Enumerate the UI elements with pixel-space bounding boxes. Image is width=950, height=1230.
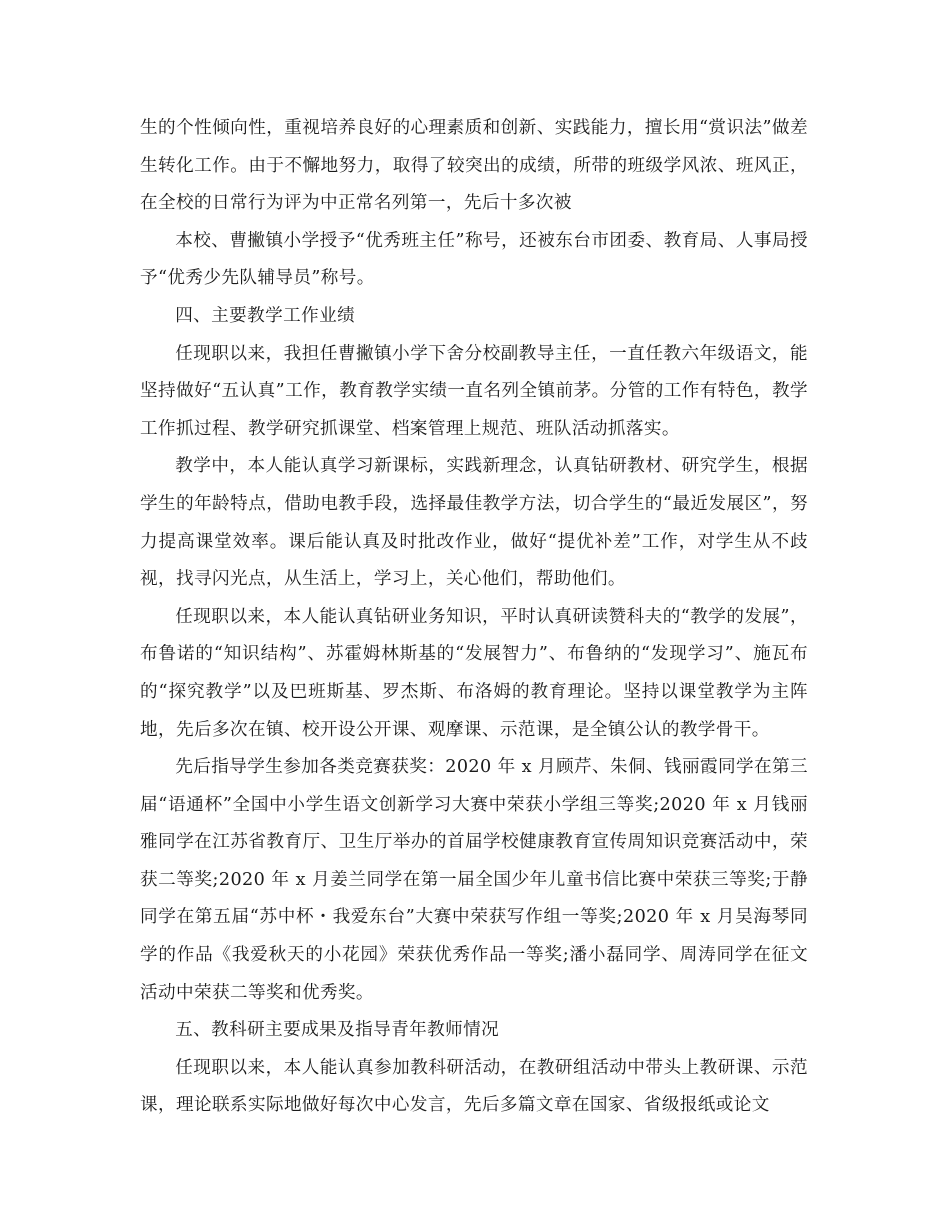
paragraph: 教学中，本人能认真学习新课标，实践新理念，认真钻研教材、研究学生，根据学生的年龄特点，借助电教手段，选择最佳教学方法，切合学生的“最近发展区”，努力提高课堂效率。课后能认真及时批改作业，做好“提优补差”工作，对学生从不歧视，找寻闪光点，从生活上，学习上，关心他们，帮助他们。: [140, 456, 808, 590]
section-heading: 四、主要教学工作业绩: [175, 305, 356, 326]
paragraph: 任现职以来，本人能认真参加教科研活动，在教研组活动中带头上教研课、示范课，理论联系实际地做好每次中心发言，先后多篇文章在国家、省级报纸或论文: [140, 1057, 808, 1116]
paragraph: 本校、曹撇镇小学授予“优秀班主任”称号，还被东台市团委、教育局、人事局授予“优秀少先队辅导员”称号。: [140, 230, 808, 289]
paragraph: 任现职以来，本人能认真钻研业务知识，平时认真研读赞科夫的“教学的发展”，布鲁诺的“知识结构”、苏霍姆林斯基的“发展智力”、布鲁纳的“发现学习”、施瓦布的“探究教学”以及巴班斯基、罗杰斯、布洛姆的教育理论。坚持以课堂教学为主阵地，先后多次在镇、校开设公开课、观摩课、示范课，是全镇公认的教学骨干。: [140, 606, 808, 740]
paragraph: 任现职以来，我担任曹撇镇小学下舍分校副教导主任，一直任教六年级语文，能坚持做好“五认真”工作，教育教学实绩一直名列全镇前茅。分管的工作有特色，教学工作抓过程、教学研究抓课堂、档案管理上规范、班队活动抓落实。: [140, 343, 808, 439]
paragraph: 生的个性倾向性，重视培养良好的心理素质和创新、实践能力，擅长用“赏识法”做差生转化工作。由于不懈地努力，取得了较突出的成绩，所带的班级学风浓、班风正，在全校的日常行为评为中正常名列第一，先后十多次被: [140, 118, 808, 214]
paragraph: 先后指导学生参加各类竞赛获奖：2020 年 x 月顾芹、朱侗、钱丽霞同学在第三届“语通杯”全国中小学生语文创新学习大赛中荣获小学组三等奖;2020 年 x 月钱丽雅同学在江苏省教育厅、卫生厅举办的首届学校健康教育宣传周知识竞赛活动中，荣获二等奖;2020 年 x 月姜兰同学在第一届全国少年儿童书信比赛中荣获三等奖;于静同学在第五届“苏中杯・我爱东台”大赛中荣获写作组一等奖;2020 年 x 月吴海琴同学的作品《我爱秋天的小花园》荣获优秀作品一等奖;潘小磊同学、周涛同学在征文活动中荣获二等奖和优秀奖。: [140, 757, 808, 1003]
document-body: [140, 110, 808, 1125]
section-heading: 五、教科研主要成果及指导青年教师情况: [175, 1020, 500, 1041]
